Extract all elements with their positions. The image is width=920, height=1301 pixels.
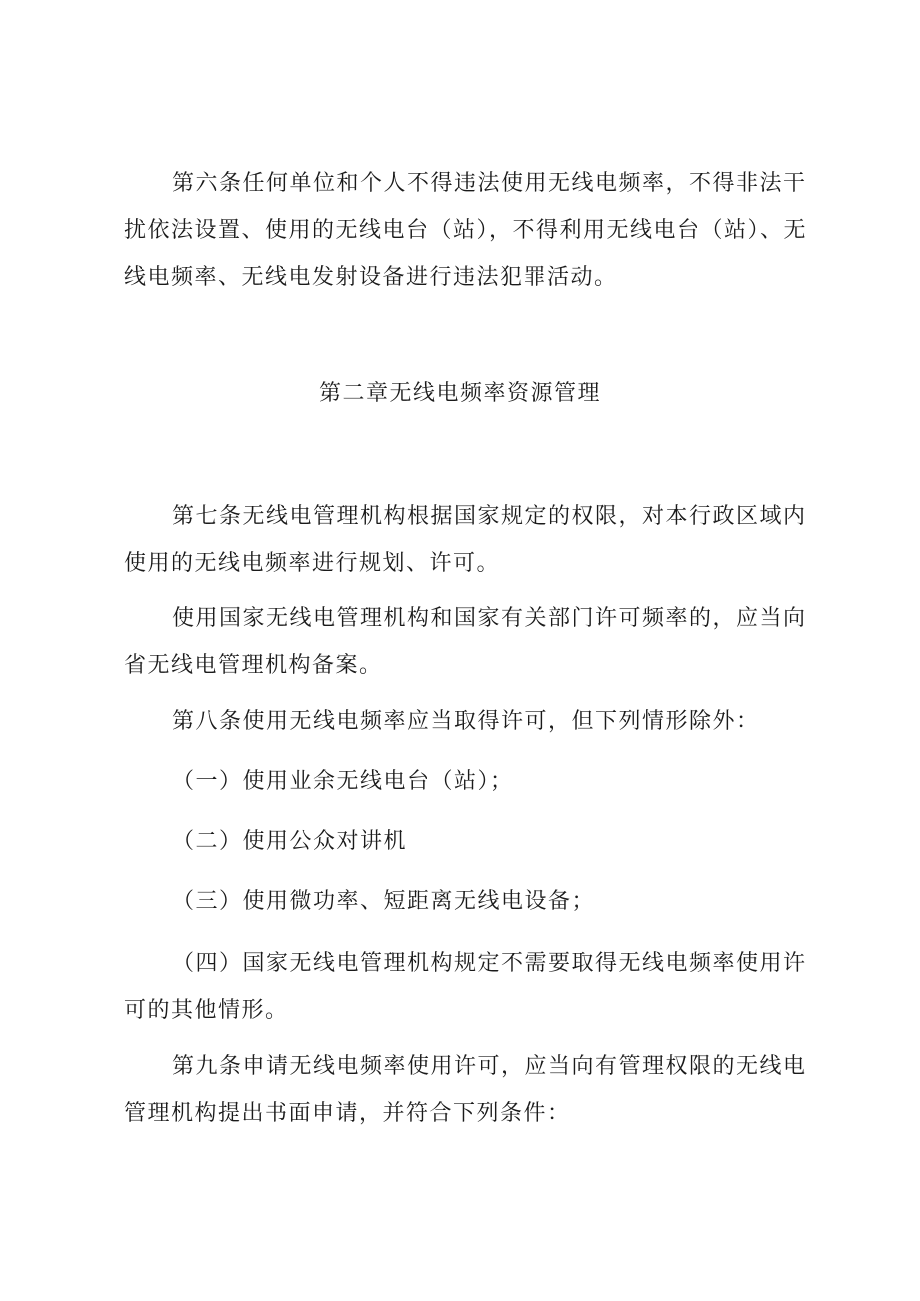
article-8-item-1: （一）使用业余无线电台（站）；	[172, 769, 514, 794]
article-8-paragraph: 第八条使用无线电频率应当取得许可，但下列情形除外：	[172, 709, 760, 734]
article-7-second-paragraph: 使用国家无线电管理机构和国家有关部门许可频率的，应当向省无线电管理机构备案。	[124, 606, 807, 678]
article-6-paragraph: 第六条任何单位和个人不得违法使用无线电频率，不得非法干扰依法设置、使用的无线电台（站），不得利用无线电台（站）、无线电频率、无线电发射设备进行违法犯罪活动。	[124, 171, 808, 290]
article-8-item-3: （三）使用微功率、短距离无线电设备；	[172, 889, 596, 914]
chapter-2-heading: 第二章无线电频率资源管理	[318, 381, 601, 406]
article-9-paragraph: 第九条申请无线电频率使用许可，应当向有管理权限的无线电管理机构提出书面申请，并符合下列条件：	[124, 1054, 807, 1126]
article-8-item-4: （四）国家无线电管理机构规定不需要取得无线电频率使用许可的其他情形。	[124, 951, 807, 1023]
article-7-paragraph: 第七条无线电管理机构根据国家规定的权限，对本行政区域内使用的无线电频率进行规划、许可。	[124, 504, 807, 576]
article-8-item-2: （二）使用公众对讲机	[172, 829, 408, 854]
